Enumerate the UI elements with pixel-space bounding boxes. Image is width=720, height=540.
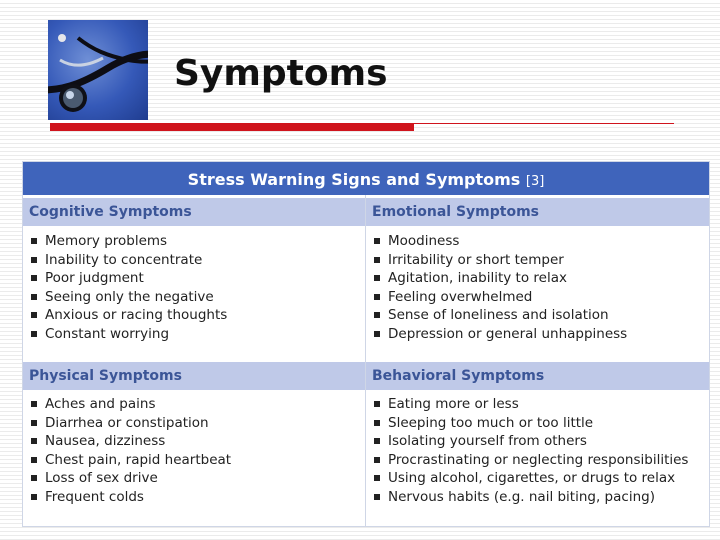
bullet-icon (31, 401, 37, 407)
stethoscope-icon (48, 20, 148, 120)
list-item: Using alcohol, cigarettes, or drugs to relax (372, 469, 688, 488)
physical-list (29, 395, 231, 507)
reference-link[interactable]: [3] (525, 174, 545, 189)
bullet-icon (374, 475, 380, 481)
cognitive-list (29, 232, 227, 344)
list-item: Irritability or short temper (372, 251, 627, 270)
section-header-cognitive: Cognitive Symptoms (23, 198, 365, 226)
bullet-icon (31, 331, 37, 337)
bullet-icon (31, 457, 37, 463)
list-item: Chest pain, rapid heartbeat (29, 451, 231, 470)
bullet-icon (31, 275, 37, 281)
bullet-icon (31, 312, 37, 318)
list-item: Diarrhea or constipation (29, 414, 231, 433)
list-item: Eating more or less (372, 395, 688, 414)
bullet-icon (374, 294, 380, 300)
bullet-icon (31, 475, 37, 481)
list-item: Inability to concentrate (29, 251, 227, 270)
emotional-list (372, 232, 627, 344)
list-item: Agitation, inability to relax (372, 269, 627, 288)
bullet-icon (374, 420, 380, 426)
bullet-icon (374, 438, 380, 444)
bullet-icon (374, 238, 380, 244)
list-item: Anxious or racing thoughts (29, 306, 227, 325)
bullet-icon (374, 312, 380, 318)
list-item: Seeing only the negative (29, 288, 227, 307)
list-item: Feeling overwhelmed (372, 288, 627, 307)
list-item: Sleeping too much or too little (372, 414, 688, 433)
section-header-physical: Physical Symptoms (23, 362, 365, 390)
bullet-icon (374, 331, 380, 337)
list-item: Moodiness (372, 232, 627, 251)
list-item: Nervous habits (e.g. nail biting, pacing) (372, 488, 688, 507)
list-item: Loss of sex drive (29, 469, 231, 488)
stress-symptoms-table (22, 161, 710, 527)
list-item: Nausea, dizziness (29, 432, 231, 451)
bullet-icon (31, 238, 37, 244)
bullet-icon (31, 494, 37, 500)
list-item: Memory problems (29, 232, 227, 251)
behavioral-list (372, 395, 688, 507)
bullet-icon (374, 494, 380, 500)
slide-title: Symptoms (174, 53, 388, 94)
title-underline-bar (50, 123, 414, 131)
section-header-behavioral: Behavioral Symptoms (366, 362, 709, 390)
bullet-icon (374, 401, 380, 407)
bullet-icon (374, 457, 380, 463)
table-header-title: Stress Warning Signs and Symptoms (187, 170, 521, 189)
bullet-icon (31, 420, 37, 426)
list-item: Isolating yourself from others (372, 432, 688, 451)
bullet-icon (374, 257, 380, 263)
list-item: Aches and pains (29, 395, 231, 414)
column-divider (365, 195, 366, 526)
list-item: Depression or general unhappiness (372, 325, 627, 344)
list-item: Poor judgment (29, 269, 227, 288)
list-item: Procrastinating or neglecting responsibilities (372, 451, 688, 470)
bullet-icon (374, 275, 380, 281)
list-item: Frequent colds (29, 488, 231, 507)
bullet-icon (31, 438, 37, 444)
bullet-icon (31, 257, 37, 263)
bullet-icon (31, 294, 37, 300)
list-item: Constant worrying (29, 325, 227, 344)
stethoscope-logo (48, 20, 148, 120)
title-underline-line (414, 123, 674, 124)
list-item: Sense of loneliness and isolation (372, 306, 627, 325)
table-header (23, 162, 709, 195)
section-header-emotional: Emotional Symptoms (366, 198, 709, 226)
